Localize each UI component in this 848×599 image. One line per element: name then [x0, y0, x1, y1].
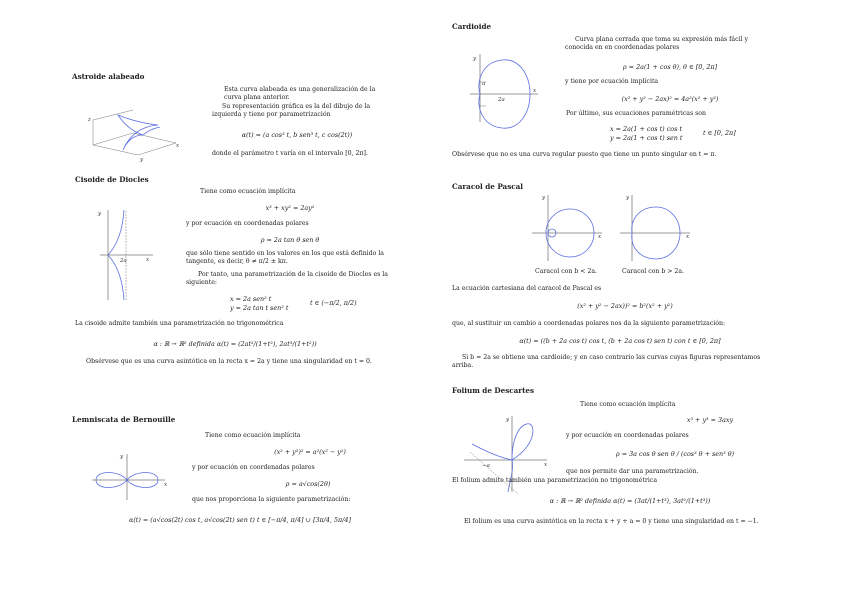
folium-title: Folium de Descartes — [452, 386, 535, 395]
cisoide-p1: Tiene como ecuación implícita — [200, 188, 296, 195]
cisoide-p3: que sólo tiene sentido en los valores en los que está definido la tangente, es decir, θ ≠ π/2 ± kπ. — [186, 250, 384, 266]
caracol-figure-2 — [618, 193, 698, 263]
folium-p5: El folium es una curva asintótica en la recta x + y + a = 0 y tiene una singularidad en t = −1. — [464, 518, 759, 525]
cardioide-label-a: a — [482, 81, 486, 87]
caracol1-label-x: x — [598, 234, 602, 240]
caracol-caption-1: Caracol con b < 2a. — [535, 268, 598, 275]
cisoide-eq3b: y = 2a tan t sen² t — [230, 304, 289, 312]
lemniscata-eq1: (x² + y²)² = a²(x² − y²) — [274, 448, 346, 456]
folium-label-x: x — [544, 462, 548, 468]
astroide-eq: α(t) = (a cos³ t, b sen³ t, c cos(2t)) — [241, 131, 353, 139]
caracol-caption-2: Caracol con b > 2a. — [622, 268, 685, 275]
lemniscata-title: Lemniscata de Bernouille — [72, 415, 176, 424]
lemniscata-eq2: ρ = a√cos(2θ) — [285, 480, 331, 488]
cisoide-label-2a: 2a — [120, 258, 127, 264]
lemniscata-label-x: x — [164, 482, 168, 488]
folium-eq1: x³ + y³ = 3axy — [686, 416, 734, 424]
folium-p4: El folium admite también una parametrización no trigonométrica — [452, 477, 658, 484]
cardioide-label-x: x — [533, 88, 537, 94]
caracol2-label-y: y — [626, 195, 630, 201]
lemniscata-figure — [90, 452, 170, 502]
caracol-figure-1 — [530, 193, 610, 263]
astroide-figure — [88, 105, 183, 165]
lemniscata-p1: Tiene como ecuación implícita — [205, 432, 301, 439]
cisoide-eq2: ρ = 2a tan θ sen θ — [260, 236, 320, 244]
folium-label-a: −a — [482, 463, 490, 469]
cisoide-eq4: α : ℝ → ℝ² definida α(t) = (2at²/(1+t²), 2at³/(1+t²)) — [153, 340, 317, 348]
astroide-title: Astroide alabeado — [72, 72, 145, 81]
caracol2-label-x: x — [686, 234, 690, 240]
folium-eq2: ρ = 3a cos θ sen θ / (cos³ θ + sen³ θ) — [615, 450, 735, 458]
cardioide-eq3a: x = 2a(1 + cos t) cos t — [610, 125, 683, 133]
cardioide-eq3b: y = 2a(1 + cos t) sen t — [610, 134, 683, 142]
astroide-p1: Esta curva alabeada es una generalización de la curva plana anterior. — [224, 86, 376, 102]
cardioide-eq1: ρ = 2a(1 + cos θ), θ ∈ [0, 2π] — [622, 63, 718, 71]
caracol-p2: que, al sustituir un cambio a coordenadas polares nos da la siguiente parametrización: — [452, 320, 726, 327]
caracol-p1: La ecuación cartesiana del caracol de Pascal es — [452, 285, 602, 292]
cisoide-p6: Obsérvese que es una curva asintótica en la recta x = 2a y tiene una singularidad en t = 0. — [86, 358, 372, 365]
cardioide-label-y: y — [473, 56, 477, 62]
folium-p2: y por ecuación en coordenadas polares — [566, 432, 689, 439]
astroide-p2: Su representación gráfica es la del dibujo de la izquierda y tiene por parametrización — [212, 103, 371, 119]
cisoide-eq3c: t ∈ (−π/2, π/2) — [310, 299, 357, 307]
lemniscata-label-y: y — [120, 454, 124, 460]
cardioide-p3: Por último, sus ecuaciones paramétricas son — [566, 110, 707, 117]
cisoide-p4: Por tanto, una parametrización de la cisoide de Diocles es la siguiente: — [186, 271, 388, 287]
cardioide-eq2: (x² + y² − 2ax)² = 4a²(x² + y²) — [621, 95, 719, 103]
cisoide-eq3a: x = 2a sen² t — [230, 295, 272, 303]
caracol-eq1: (x² + y² − 2ax))² = b²(x² + y²) — [577, 302, 673, 310]
folium-label-y: y — [506, 417, 510, 423]
folium-p3: que nos permite dar una parametrización. — [566, 468, 699, 475]
astroide-p3: donde el parámetro t varía en el intervalo [0, 2π]. — [212, 150, 368, 157]
cardioide-label-2a: 2a — [498, 97, 505, 103]
cardioide-figure — [468, 52, 543, 124]
cisoide-eq1: x³ + xy² = 2ay² — [265, 204, 315, 212]
caracol1-label-y: y — [542, 195, 546, 201]
svg-text:z: z — [88, 117, 91, 123]
cisoide-p2: y por ecuación en coordenadas polares — [186, 220, 309, 227]
cardioide-p2: y tiene por ecuación implícita — [565, 78, 659, 85]
lemniscata-p2: y por ecuación en coordenadas polares — [192, 464, 315, 471]
cisoide-label-x: x — [146, 257, 150, 263]
svg-text:x: x — [176, 143, 180, 149]
svg-text:y: y — [140, 157, 144, 163]
caracol-p3: Si b = 2a se obtiene una cardioide; y en caso contrario las curvas cuyas figuras representamos arriba. — [452, 354, 761, 370]
lemniscata-p3: que nos proporciona la siguiente parametrización: — [192, 496, 351, 503]
caracol-eq2: α(t) = ((b + 2a cos t) cos t, (b + 2a cos t) sen t) con t ∈ [0, 2π] — [519, 337, 721, 345]
cardioide-p4: Obsérvese que no es una curva regular puesto que tiene un punto singular en t = π. — [452, 151, 717, 158]
cisoide-label-y: y — [98, 211, 102, 217]
cisoide-p5: La cisoide admite también una parametrización no trigonométrica — [75, 320, 284, 327]
cardioide-title: Cardioide — [452, 22, 492, 31]
cisoide-figure — [98, 205, 158, 300]
cisoide-title: Cisoide de Diocles — [75, 175, 149, 184]
cardioide-p1: Curva plana cerrada que toma su expresión más fácil y conocida en en coordenadas polares — [565, 36, 749, 52]
folium-eq3: α : ℝ → ℝ² definida α(t) = (3at/(1+t³), 3at²/(1+t³)) — [549, 497, 711, 505]
lemniscata-eq3: α(t) = (a√cos(2t) cos t, a√cos(2t) sen t) t ∈ [−π/4, π/4] ∪ [3π/4, 5π/4] — [129, 516, 351, 524]
caracol-title: Caracol de Pascal — [452, 182, 524, 191]
cardioide-eq3c: t ∈ [0, 2π] — [703, 129, 736, 137]
folium-p1: Tiene como ecuación implícita — [580, 401, 676, 408]
